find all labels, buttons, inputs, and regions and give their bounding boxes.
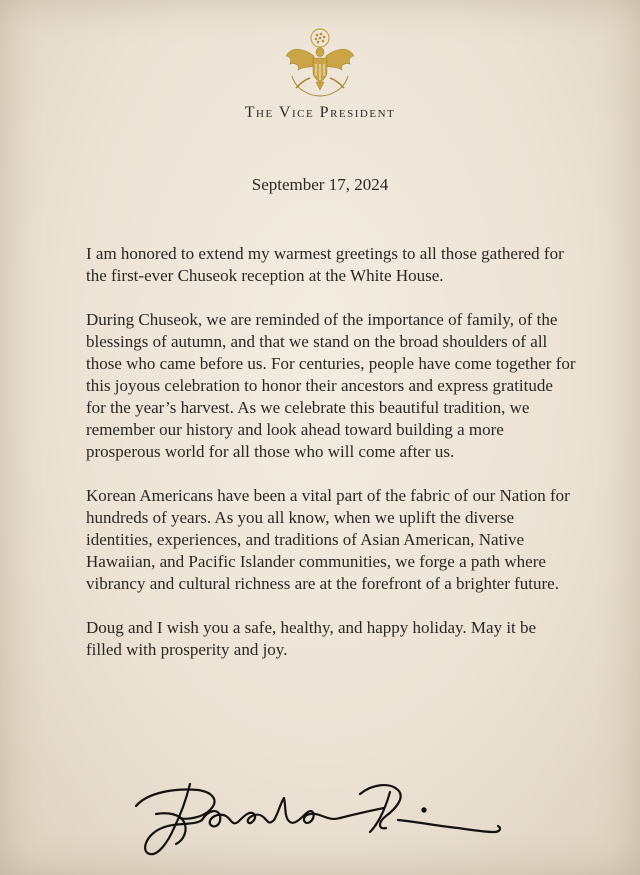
letter-date: September 17, 2024 — [251, 175, 389, 194]
paragraph-closing: Doug and I wish you a safe, healthy, and happy holiday. May it be filled with prosperity and joy. — [86, 618, 537, 659]
letterhead-title: The Vice President — [244, 104, 396, 121]
paragraph-greeting: I am honored to extend my warmest greetings to all those gathered for the first-ever Chuseok reception at the White House. — [86, 244, 564, 285]
great-seal-eagle-icon — [280, 26, 360, 98]
handwritten-signature-icon — [128, 770, 508, 870]
letter-body — [86, 243, 576, 683]
paragraph-korean-americans: Korean Americans have been a vital part of the fabric of our Nation for hundreds of years. As you all know, when we uplift the diverse identities, experiences, and traditions of Asian American, Native Hawaiian, and Pacific Islander communities, we forge a path where vibrancy and cultural richness are at the forefront of a brighter future. — [86, 486, 570, 593]
paragraph-chuseok: During Chuseok, we are reminded of the importance of family, of the blessings of autumn, and that we stand on the broad shoulders of all those who came before us. For centuries, people have come together for this joyous celebration to honor their ancestors and express gratitude for the year’s harvest. As we celebrate this beautiful tradition, we remember our history and look ahead toward building a more prosperous world for all those who will come after us. — [86, 310, 576, 461]
